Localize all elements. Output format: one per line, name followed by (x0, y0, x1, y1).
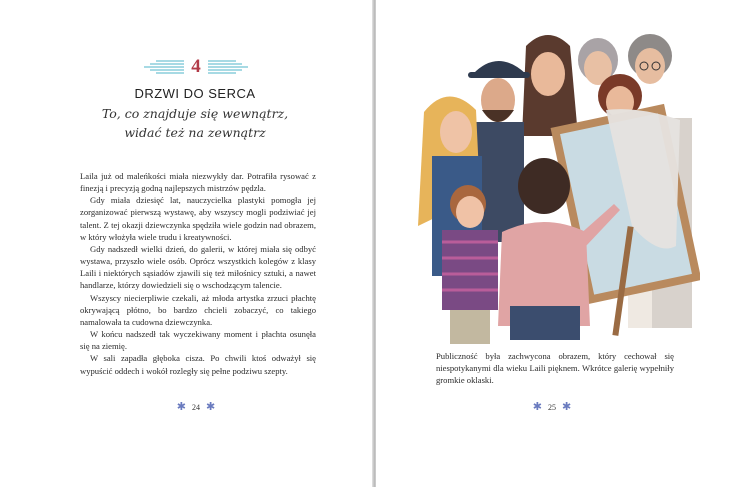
subtitle-line-1: To, co znajduje się wewnątrz, (101, 106, 289, 121)
star-icon: ✱ (562, 401, 572, 413)
chapter-title: DRZWI DO SERCA (134, 86, 256, 101)
paragraph: Gdy miała dziesięć lat, nauczycielka plastyki pomogła jej zorganizować pierwszą wystawę, aby wszyscy mogli podziwiać jej talent. Z tej okazji dziewczynka spędziła wiele godzin nad obrazem, w który włożyła wiele trudu i kreatywności. (80, 195, 316, 242)
right-page-text: Publiczność była zachwycona obrazem, który cechował się niespotykanymi dla wieku Laili pięknem. Wkrótce galerię wypełniły gromkie oklaski. (436, 351, 674, 386)
story-text (80, 170, 316, 377)
star-icon: ✱ (532, 401, 542, 413)
paragraph: Gdy nadszedł wielki dzień, do galerii, w której miała się odbyć wystawa, przyszło wiele osób. Oprócz wszystkich kolegów z klasy Laili i niektórych sąsiadów zjawili się też miłośnicy sztuki, a nawet handlarze, którzy dowiedzieli się o wschodzącym talencie. (80, 243, 316, 291)
star-icon: ✱ (176, 401, 186, 413)
paragraph: Wszyscy niecierpliwie czekali, aż młoda artystka zrzuci płachtę okrywającą płótno, bo bardzo chcieli zobaczyć, co takiego namalowała ta cudowna dziewczynka. (80, 292, 316, 327)
star-icon: ✱ (206, 401, 216, 413)
paragraph: W końcu nadszedł tak wyczekiwany moment i płachta osunęła się na ziemię. (80, 329, 316, 352)
page-number: 25 (548, 403, 556, 412)
page-number-left (166, 400, 226, 415)
chapter-subtitle (100, 104, 290, 142)
paragraph: Laila już od maleńkości miała niezwykły dar. Potrafiła rysować z finezją i precyzją godną najlepszych mistrzów pędzla. (80, 171, 316, 194)
chapter-number: 4 (191, 56, 201, 77)
subtitle-line-2: widać też na zewnątrz (124, 125, 266, 140)
gallery-illustration (418, 26, 700, 344)
page-number: 24 (192, 403, 200, 412)
paragraph: W sali zapadła głęboka cisza. Po chwili ktoś odważył się wypuścić oddech i wokół rozległy się pełne podziwu szepty. (80, 353, 316, 376)
left-page (0, 0, 374, 487)
page-number-right (522, 400, 582, 415)
